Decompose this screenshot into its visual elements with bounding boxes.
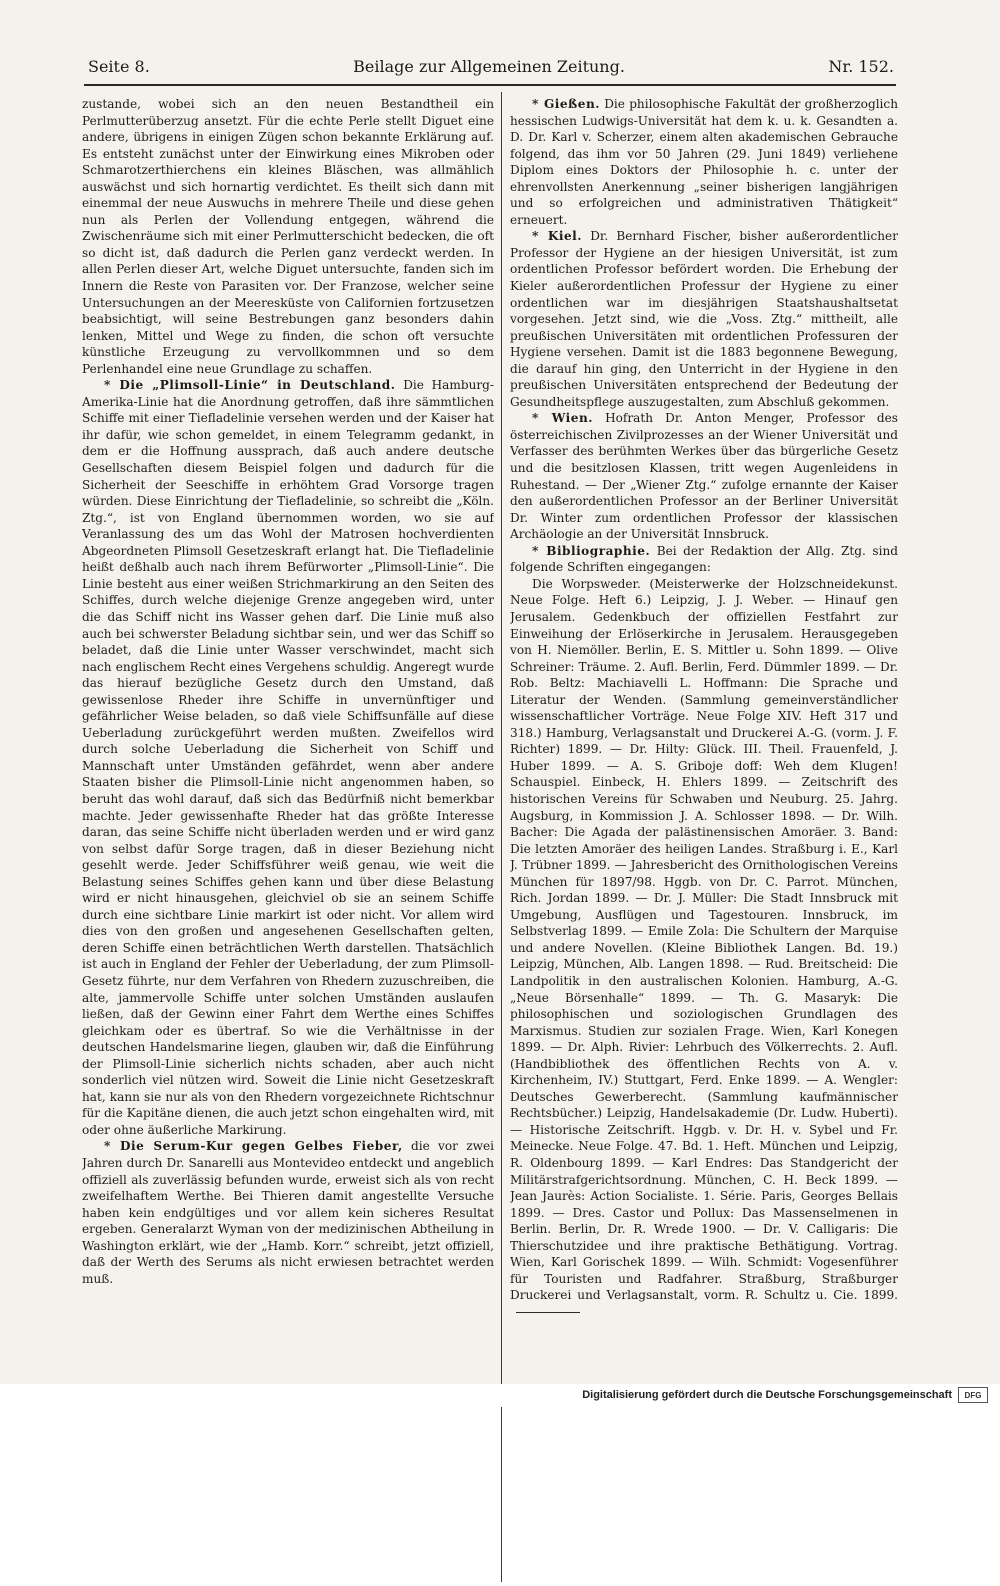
article-pearls-continued: zustande, wobei sich an den neuen Bestandtheil ein Perlmutterüberzug ansetzt. Für die echte Perle stellt Diguet eine andere, übrigens in einigen Zügen schon bekannte Erklärung auf. Es entsteht zunächst unter der Einwirkung eines Mikroben oder Schmarotzerthierchens ein kleines Bläschen, was allmählich auswächst und sich hornartig verdichtet. Es theilt sich dann mit einemmal der neue Auswuchs in mehrere Theile und diese gehen nun als Perlen der Vollendung entgegen, während die Zwischenräume sich mit einer Perlmutterschicht bedecken, die oft so dicht ist, daß dadurch die Perlen ganz verdeckt werden. In allen Perlen dieser Art, welche Diguet untersuchte, fanden sich im Innern die Reste von Parasiten vor. Der Franzose, welcher seine Untersuchungen an der Meeresküste von Californien fortzusetzen beabsichtigt, will seine Bestrebungen ganz besonders dahin lenken, Mittel und Wege zu finden, die schon oft versuchte künstliche Erzeugung zu vervollkommnen und so dem Perlenhandel eine neue Grundlage zu schaffen.	[82, 97, 494, 376]
end-rule	[516, 1312, 580, 1313]
article-wien-body: Hofrath Dr. Anton Menger, Professor des österreichischen Zivilprozesses an der Wiener Universität und Verfasser des berühmten Werkes über das bürgerliche Gesetz und die besitzlosen Klassen, tritt wegen Augenleidens in Ruhestand. — Der „Wiener Ztg.“ zufolge ernannte der Kaiser den außerordentlichen Professor an der Berliner Universität Dr. Winter zum ordentlichen Professor der klassischen Archäologie an der Universität Innsbruck.	[510, 411, 898, 542]
dfg-logo: DFG	[958, 1387, 988, 1403]
article-bibliography	[510, 543, 898, 576]
article-serum-cure	[82, 1138, 494, 1287]
article-bibliography-intro: Bei der Redaktion der Allg. Ztg. sind folgende Schriften eingegangen:	[510, 543, 898, 575]
bibliography-entries: Die Worpsweder. (Meisterwerke der Holzschneidekunst. Neue Folge. Heft 6.) Leipzig, J. J. Weber. — Hinauf gen Jerusalem. Gedenkbuch der offiziellen Festfahrt zur Einweihung der Erlöserkirche in Jerusalem. Herausgegeben von H. Niemöller. Berlin, E. S. Mittler u. Sohn 1899. — Olive Schreiner: Träume. 2. Aufl. Berlin, Ferd. Dümmler 1899. — Dr. Rob. Beltz: Machiavelli L. Hoffmann: Die Sprache und Literatur der Wenden. (Sammlung gemeinverständlicher wissenschaftlicher Vorträge. Neue Folge XIV. Heft 317 und 318.) Hamburg, Verlagsanstalt und Druckerei A.-G. (vorm. J. F. Richter) 1899. — Dr. Hilty: Glück. III. Theil. Frauenfeld, J. Huber 1899. — A. S. Griboje doff: Weh dem Klugen! Schauspiel. Einbeck, H. Ehlers 1899. — Zeitschrift des historischen Vereins für Schwaben und Neuburg. 25. Jahrg. Augsburg, in Kommission J. A. Schlosser 1898. — Dr. Wilh. Bacher: Die Agada der palästinensischen Amoräer. 3. Band: Die letzten Amoräer des heiligen Landes. Straßburg i. E., Karl J. Trübner 1899. — Jahresbericht des Ornithologischen Vereins München für 1897/98. Hggb. von Dr. C. Parrot. München, Rich. Jordan 1899. — Dr. J. Müller: Die Stadt Innsbruck mit Umgebung, Ausflügen und Tagestouren. Innsbruck, im Selbstverlag 1899. — Emile Zola: Die Schultern der Marquise und andere Novellen. (Kleine Bibliothek Langen. Bd. 19.) Leipzig, München, Alb. Langen 1898. — Rud. Breitscheid: Die Landpolitik in den australischen Kolonien. Hamburg, A.-G. „Neue Börsenhalle“ 1899. — Th. G. Masaryk: Die philosophischen und soziologischen Grundlagen des Marxismus. Studien zur sozialen Frage. Wien, Karl Konegen 1899. — Dr. Alph. Rivier: Lehrbuch des Völkerrechts. 2. Aufl. (Handbibliothek des öffentlichen Rechts von A. v. Kirchenheim, IV.) Stuttgart, Ferd. Enke 1899. — A. Wengler: Deutsches Gewerberecht. (Sammlung kaufmännischer Rechtsbücher.) Leipzig, Handelsakademie (Dr. Ludw. Huberti). — Historische Zeitschrift. Hggb. v. Dr. H. v. Sybel und Fr. Meinecke. Neue Folge. 47. Bd. 1. Heft. München und Leipzig, R. Oldenbourg 1899. — Karl Endres: Das Standgericht der Militärstrafgerichtsordnung. München, C. H. Beck 1899. — Jean Jaurès: Action Socialiste. 1. Série. Paris, Georges Bellais 1899. — Dres. Castor und Pollux: Das Massenselmenen in Berlin. Berlin, Dr. R. Wrede 1900. — Dr. V. Calligaris: Die Thierschutzidee und ihre praktische Bethätigung. Vortrag. Wien, Karl Gorischek 1899. — Wilh. Schmidt: Vogesenführer für Touristen und Radfahrer. Straßburg, Straßburger Druckerei und Verlagsanstalt, vorm. R. Schultz u. Cie. 1899.	[510, 576, 898, 1303]
article-serum-heading: * Die Serum-Kur gegen Gelbes Fieber,	[104, 1139, 403, 1154]
digitization-footer	[582, 1387, 988, 1403]
article-kiel-body: Dr. Bernhard Fischer, bisher außerordentlicher Professor der Hygiene an der hiesigen Universität, ist zum ordentlichen Professor befördert worden. Die Erhebung der Kieler außerordentlichen Professur der Hygiene zu einer ordentlichen war im diesjährigen Staatshaushaltsetat vorgesehen. Jetzt sind, wie die „Voss. Ztg.“ mittheilt, alle preußischen Universitäten mit ordentlichen Professuren der Hygiene versehen. Damit ist die 1883 begonnene Bewegung, die darauf hin ging, den Unterricht in der Hygiene in den preußischen Universitäten entsprechend der Bedeutung der Gesundheitspflege auszugestalten, zum Abschluß gekommen.	[510, 229, 898, 409]
supplement-title: Beilage zur Allgemeinen Zeitung.	[353, 56, 625, 76]
left-column	[82, 96, 494, 1586]
article-wien-heading: * Wien.	[532, 411, 593, 426]
article-plimsoll-line	[82, 377, 494, 1138]
funding-credit: Digitalisierung gefördert durch die Deutsche Forschungsgemeinschaft	[582, 1389, 952, 1401]
article-giessen-heading: * Gießen.	[532, 97, 600, 111]
column-divider	[501, 92, 502, 1582]
article-plimsoll-heading: * Die „Plimsoll-Linie“ in Deutschland.	[104, 378, 396, 393]
article-giessen-body: Die philosophische Fakultät der großherzoglich hessischen Ludwigs-Universität hat dem k. u. k. Gesandten a. D. Dr. Karl v. Scherzer, einem alten akademischen Gebrauche folgend, das ihm vor 50 Jahren (29. Juni 1849) verliehene Diplom eines Doktors der Philosophie h. c. unter der ehrenvollsten Anerkennung „seiner bisherigen langjährigen und so erfolgreichen und administrativen Thätigkeit“ erneuert.	[510, 97, 898, 227]
bibliography-list	[510, 576, 898, 1321]
article-serum-body: die vor zwei Jahren durch Dr. Sanarelli aus Montevideo entdeckt und angeblich offiziell als zuverlässig befunden wurde, erweist sich als von recht zweifelhaftem Werthe. Bei Thieren damit angestellte Versuche haben kein endgültiges und vor allem kein sicheres Resultat ergeben. Generalarzt Wyman von der medizinischen Abtheilung in Washington erklärt, wie der „Hamb. Korr.“ schreibt, jetzt offiziell, daß der Werth des Serums als nicht erwiesen betrachtet werden muß.	[82, 1139, 494, 1286]
article-bibliography-heading: * Bibliographie.	[532, 543, 651, 558]
right-column	[510, 96, 898, 1586]
article-kiel-heading: * Kiel.	[532, 229, 582, 244]
page-header	[88, 52, 894, 80]
article-plimsoll-body: Die Hamburg-Amerika-Linie hat die Anordnung getroffen, daß ihre sämmtlichen Schiffe mit einer Tiefladelinie versehen werden und der Kaiser hat ihr dafür, wie schon gemeldet, in einem Telegramm gedankt, in dem er die Hoffnung aussprach, daß auch andere deutsche Gesellschaften diesem Beispiel folgen und dadurch für die Sicherheit der Seeschiffe in erhöhtem Grad Vorsorge tragen würden. Diese Einrichtung der Tiefladelinie, so schreibt die „Köln. Ztg.“, ist von England übernommen worden, wo sie auf Veranlassung des um das Wohl der Matrosen hochverdienten Abgeordneten Plimsoll Gesetzeskraft erlangt hat. Die Tiefladelinie heißt deßhalb auch nach ihrem Befürworter „Plimsoll-Linie“. Die Linie besteht aus einer weißen Strichmarkirung an den Seiten des Schiffes, durch welche diejenige Grenze angegeben wird, unter die das Schiff nicht ins Wasser gehen darf. Die Linie muß also auch bei schwerster Beladung sichtbar sein, und wer das Schiff so beladet, daß die Linie unter Wasser verschwindet, macht sich nach englischem Recht eines Vergehens schuldig. Angeregt wurde das hierauf bezügliche Gesetz durch den Umstand, daß gewissenlose Rheder ihre Schiffe in unvernünftiger und gefährlicher Weise beladen, so daß viele Schiffsunfälle auf diese Ueberladung zurückgeführt werden mußten. Zweifellos wird durch solche Ueberladung die Sicherheit von Schiff und Mannschaft unter Umständen gefährdet, wenn aber andere Staaten bisher die Plimsoll-Linie nicht angenommen haben, so beruht das wohl darauf, daß sich das Bedürfniß nicht bemerkbar machte. Jeder gewissenhafte Rheder hat das größte Interesse daran, das seine Schiffe nicht überladen werden und er wird ganz von selbst dafür Sorge tragen, daß in dieser Beziehung nicht gesehlt werde. Jeder Schiffsführer weiß genau, wie weit die Belastung seines Schiffes gehen kann und über diese Belastung wird er nicht hinausgehen, gleichviel ob sie an seinem Schiffe durch eine sichtbare Linie markirt ist oder nicht. Vor allem wird dies von den großen und angesehenen Gesellschaften gelten, deren Schiffe einen beträchtlichen Werth darstellen. Thatsächlich ist auch in England der Fehler der Ueberladung, der zum Plimsoll-Gesetz führte, nur dem Verfahren von Rhedern zuzuschreiben, die alte, jammervolle Schiffe unter solchen Umständen auslaufen ließen, daß der Gewinn einer Fahrt dem Werthe eines Schiffes gleichkam oder es übertraf. So wie die Verhältnisse in der deutschen Handelsmarine liegen, glauben wir, daß die Einführung der Plimsoll-Linie sicherlich nichts schaden, aber auch nicht sonderlich viel nützen wird. Soweit die Linie nicht Gesetzeskraft hat, kann sie nur als von den Rhedern vorgezeichnete Richtschnur für die Kapitäne dienen, die auch jetzt schon eingehalten wird, mit oder ohne äußerliche Markirung.	[82, 378, 494, 1137]
article-giessen	[510, 96, 898, 228]
issue-number: Nr. 152.	[828, 56, 894, 76]
article-wien	[510, 410, 898, 542]
article-kiel	[510, 228, 898, 410]
header-rule	[84, 84, 896, 86]
page-number-label: Seite 8.	[88, 56, 150, 76]
